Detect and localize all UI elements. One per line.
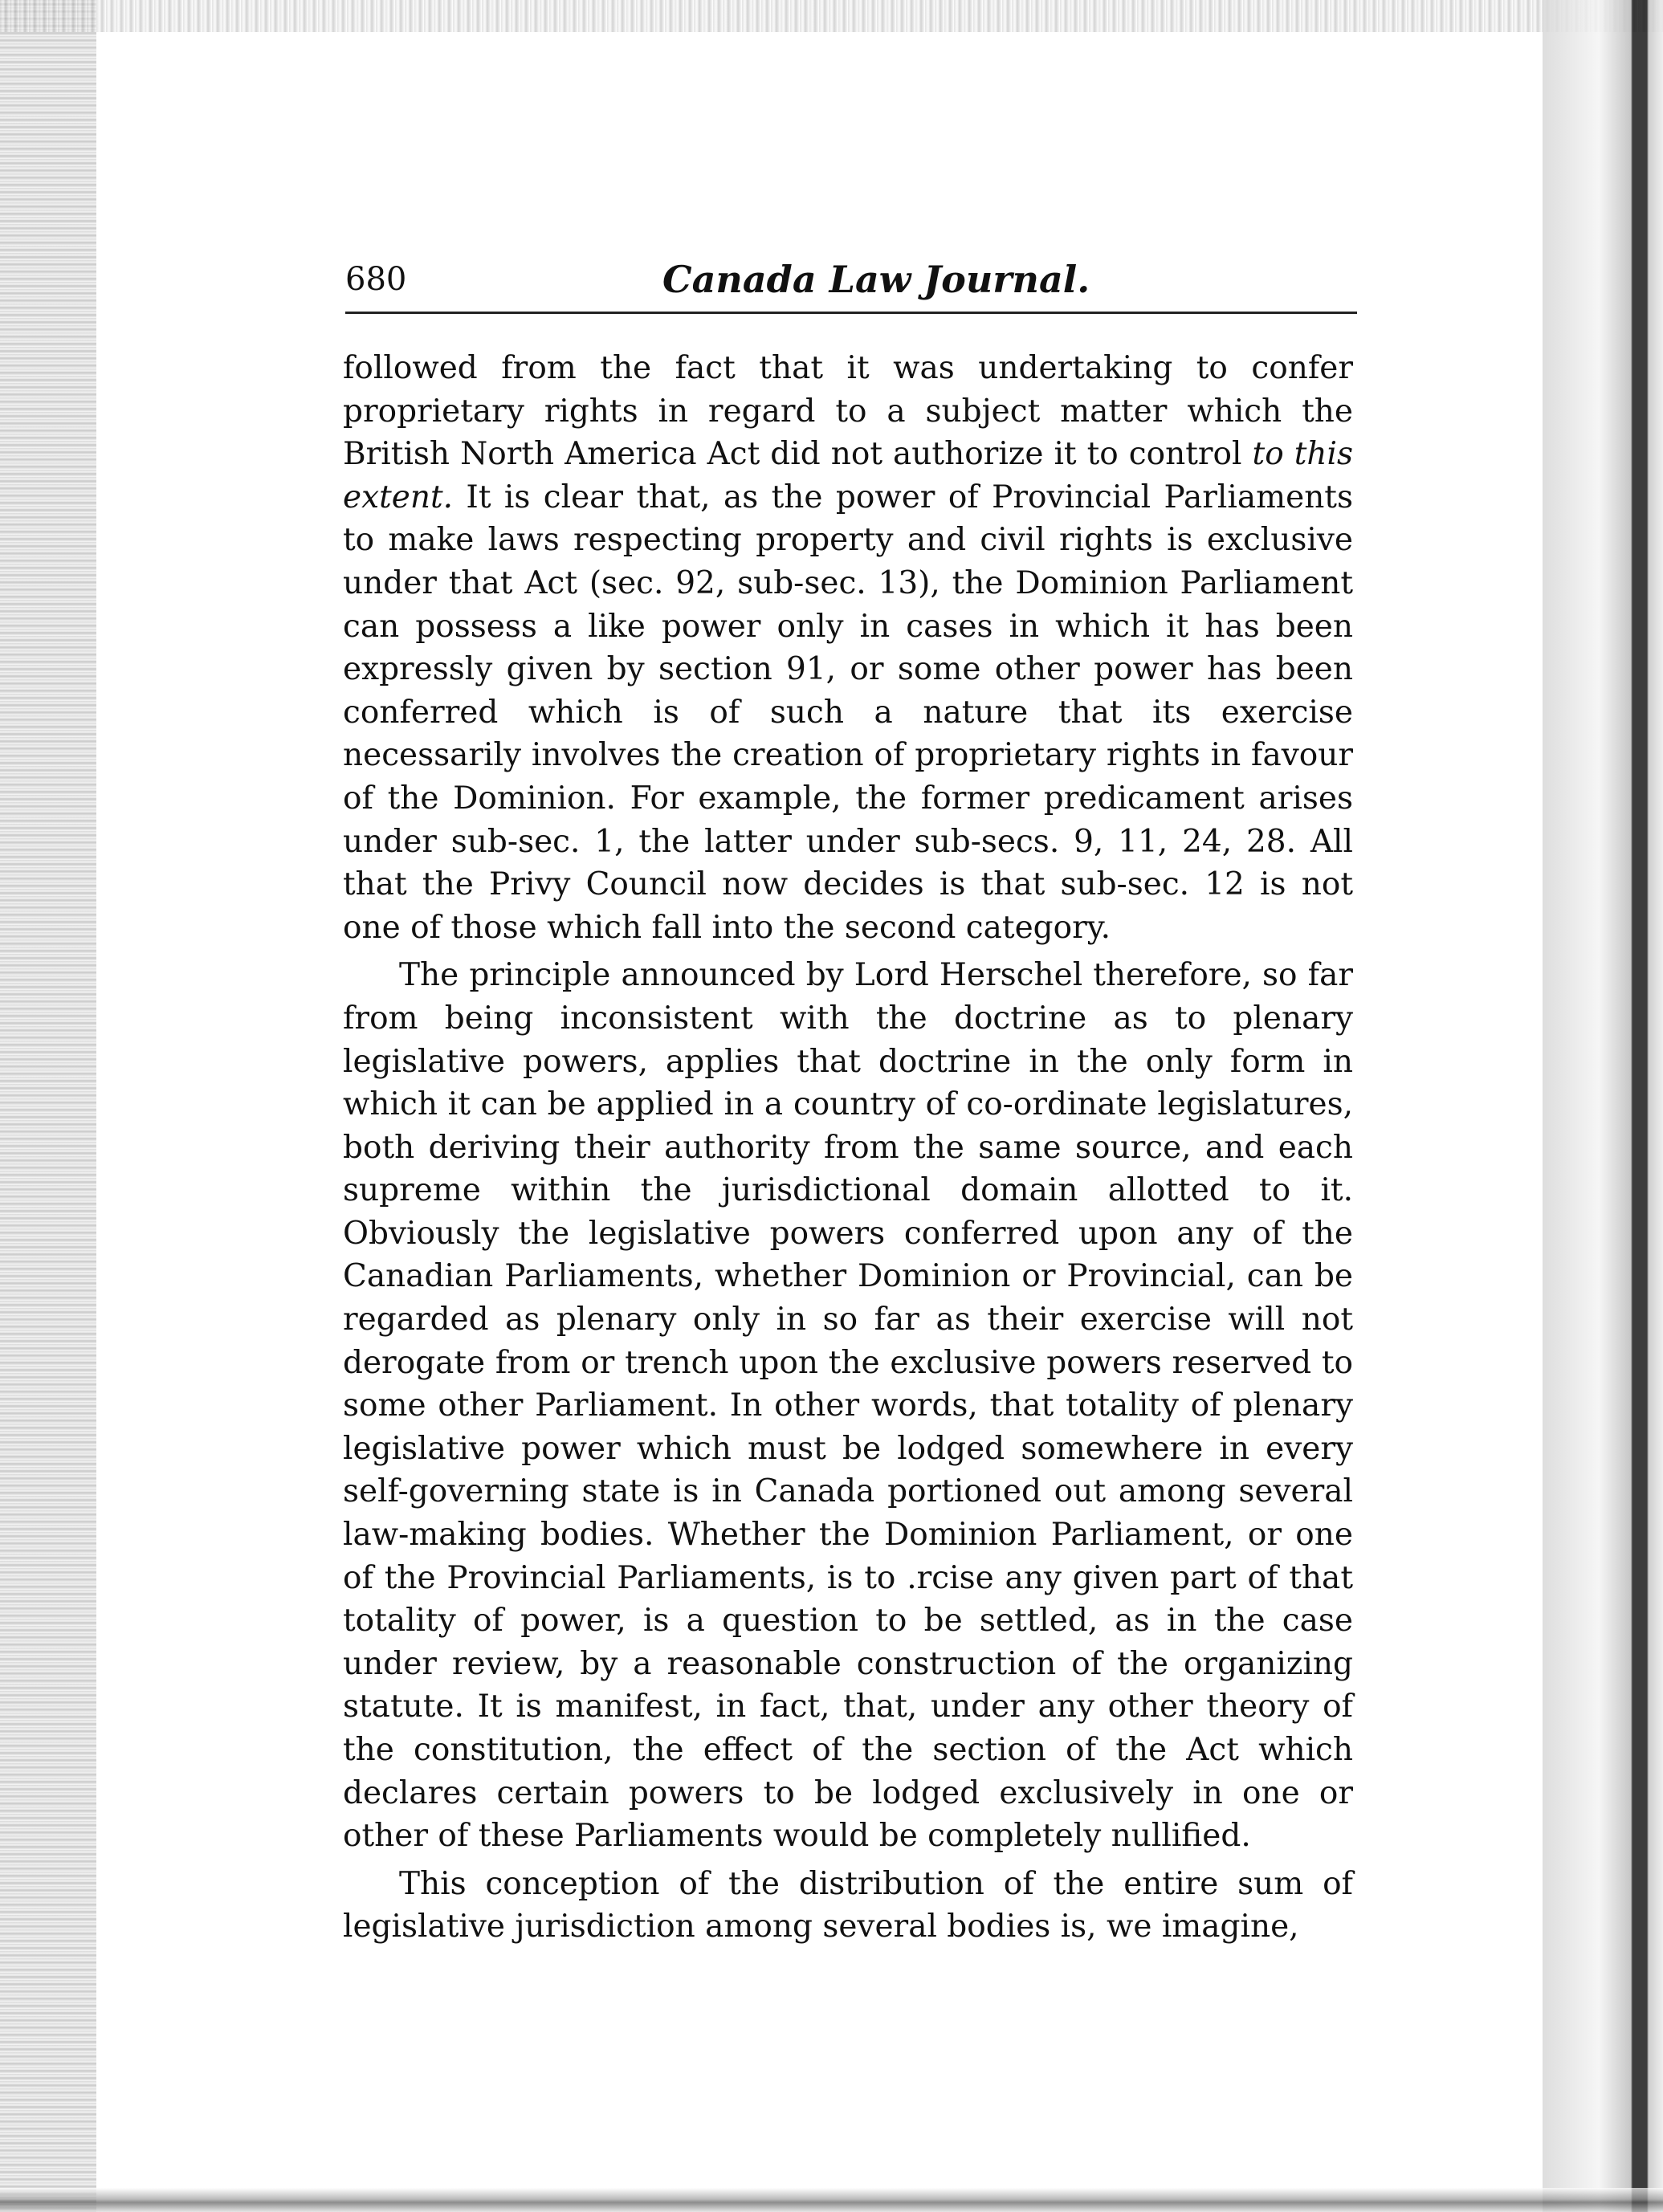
- article-body: [343, 347, 1353, 1949]
- scan-right-edge: [1543, 0, 1663, 2212]
- scan-top-edge: [0, 0, 1663, 32]
- header-rule: [345, 312, 1357, 314]
- paragraph-1-italic: to this extent.: [343, 436, 1354, 515]
- paragraph-1-lead: followed from the fact that it was undertaking to confer proprietary rights in regard to a subject matter which the British North America Act did not authorize it to control: [343, 350, 1353, 473]
- scan-left-edge: [0, 0, 96, 2212]
- scan-bottom-edge: [0, 2188, 1663, 2212]
- journal-title: Canada Law Journal.: [662, 258, 1090, 301]
- paragraph-3: This conception of the distribution of the entire sum of legislative jurisdiction among several bodies is, we imagine,: [343, 1865, 1353, 1945]
- page-number: 680: [345, 261, 407, 298]
- page-header: [345, 255, 1357, 312]
- paragraph-2: The principle announced by Lord Herschel therefore, so far from being inconsistent with the doctrine as to plenary legislative powers, applies that doctrine in the only form in which it can be applied in a country of co-ordinate legislatures, both deriving their authority from the same source, and each supreme within the jurisdictional domain allotted to it. Obviously the legislative powers conferred upon any of the Canadian Parliaments, whether Dominion or Provincial, can be regarded as plenary only in so far as their exercise will not derogate from or trench upon the exclusive powers reserved to some other Parliament. In other words, that totality of plenary legislative power which must be lodged somewhere in every self-governing state is in Canada portioned out among several law-making bodies. Whether the Dominion Parliament, or one of the Provincial Parliaments, is to .rcise any given part of that totality of power, is a question to be settled, as in the case under review, by a reasonable construction of the organizing statute. It is manifest, in fact, that, under any other theory of the constitution, the effect of the section of the Act which declares certain powers to be lodged exclusively in one or other of these Parliaments would be completely nullified.: [343, 957, 1353, 1855]
- paragraph-1-tail: It is clear that, as the power of Provincial Parliaments to make laws respecting property and civil rights is exclusive under that Act (sec. 92, sub-sec. 13), the Dominion Parliament can possess a like power only in cases in which it has been expressly given by section 91, or some other power has been conferred which is of such a nature that its exercise necessarily involves the creation of proprietary rights in favour of the Dominion. For example, the former predicament arises under sub-sec. 1, the latter under sub-secs. 9, 11, 24, 28. All that the Privy Council now decides is that sub-sec. 12 is not one of those which fall into the second category.: [343, 479, 1353, 946]
- paragraph-1: [343, 347, 1353, 949]
